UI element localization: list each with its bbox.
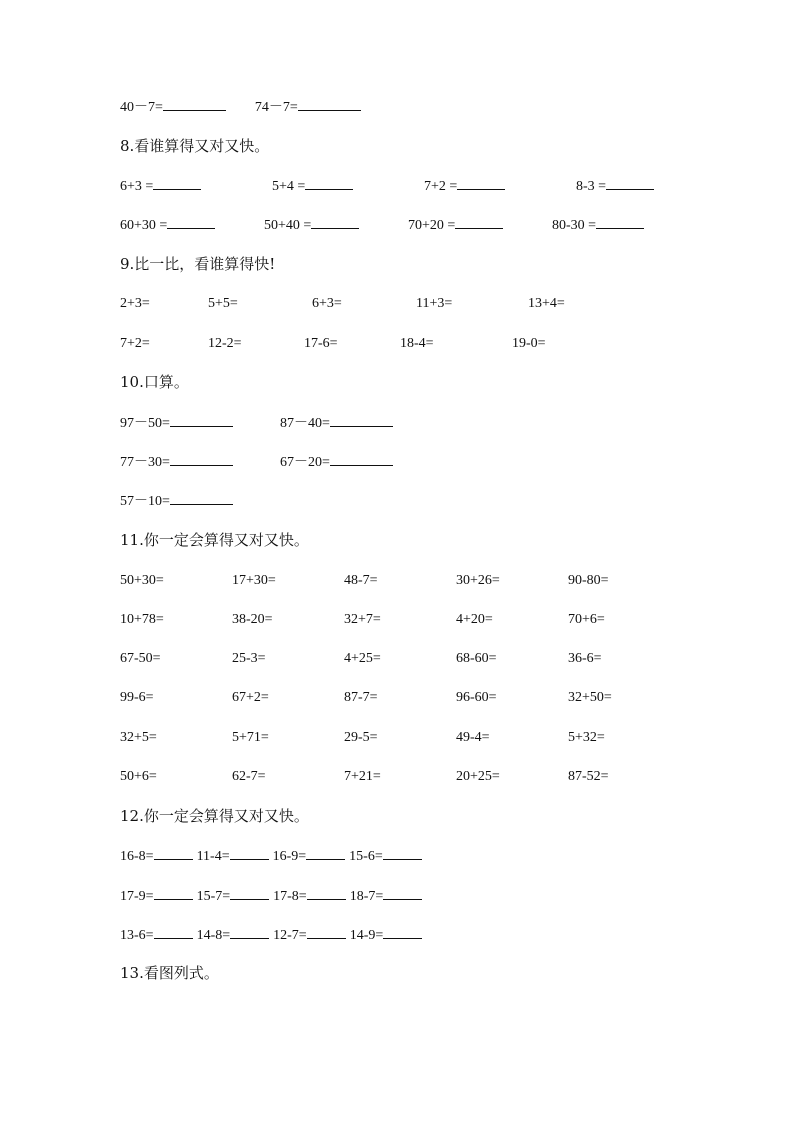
q8-problem: 7+2 =	[424, 177, 505, 196]
answer-blank[interactable]	[298, 98, 361, 111]
q12-problem: 16-9=	[272, 849, 307, 864]
q8-problem: 8-3 =	[576, 177, 654, 196]
q11-problem: 62-7=	[232, 769, 266, 784]
answer-blank[interactable]	[153, 177, 201, 190]
q11-problem: 50+30=	[120, 573, 164, 588]
answer-blank[interactable]	[306, 847, 345, 860]
q11-problem: 90-80=	[568, 573, 609, 588]
q10-problem: 77－30=	[120, 453, 233, 472]
q10-heading: 10.口算。	[120, 373, 189, 391]
q9-problem: 12-2=	[208, 336, 242, 351]
q12-problem: 17-8=	[273, 889, 307, 904]
q7-row	[120, 98, 361, 117]
q8-problem: 80-30 =	[552, 216, 644, 235]
answer-blank[interactable]	[330, 453, 393, 466]
answer-blank[interactable]	[596, 216, 644, 229]
answer-blank[interactable]	[170, 453, 233, 466]
q11-problem: 25-3=	[232, 651, 266, 666]
q11-problem: 5+32=	[568, 730, 605, 745]
q11-problem: 10+78=	[120, 612, 164, 627]
answer-blank[interactable]	[383, 847, 422, 860]
q11-problem: 50+6=	[120, 769, 157, 784]
q10-problem: 67－20=	[280, 453, 393, 472]
q8-problem: 50+40 =	[264, 216, 359, 235]
answer-blank[interactable]	[305, 177, 353, 190]
q11-problem: 17+30=	[232, 573, 276, 588]
q12-problem: 15-7=	[196, 889, 231, 904]
q11-problem: 48-7=	[344, 573, 378, 588]
q12-problem: 18-7=	[349, 889, 384, 904]
q11-problem: 30+26=	[456, 573, 500, 588]
q10-problem: 87－40=	[280, 414, 393, 433]
q12-row	[120, 926, 422, 945]
q8-problem: 6+3 =	[120, 177, 201, 196]
q12-problem: 15-6=	[349, 849, 383, 864]
q9-heading: 9.比一比，看谁算得快!	[120, 255, 276, 273]
answer-blank[interactable]	[330, 414, 393, 427]
answer-blank[interactable]	[230, 887, 269, 900]
q11-problem: 32+50=	[568, 690, 612, 705]
q11-heading: 11.你一定会算得又对又快。	[120, 531, 309, 549]
answer-blank[interactable]	[163, 98, 226, 111]
answer-blank[interactable]	[154, 887, 193, 900]
answer-blank[interactable]	[170, 414, 233, 427]
q12-row	[120, 847, 422, 866]
answer-blank[interactable]	[154, 926, 193, 939]
q11-problem: 20+25=	[456, 769, 500, 784]
q10-problem: 57－10=	[120, 492, 233, 511]
answer-blank[interactable]	[606, 177, 654, 190]
q11-problem: 4+20=	[456, 612, 493, 627]
q11-problem: 87-7=	[344, 690, 378, 705]
answer-blank[interactable]	[455, 216, 503, 229]
q9-problem: 13+4=	[528, 296, 565, 311]
q11-problem: 49-4=	[456, 730, 490, 745]
q12-problem: 16-8=	[120, 849, 154, 864]
answer-blank[interactable]	[307, 887, 346, 900]
q9-problem: 2+3=	[120, 296, 150, 311]
q11-problem: 5+71=	[232, 730, 269, 745]
q11-problem: 87-52=	[568, 769, 609, 784]
answer-blank[interactable]	[170, 492, 233, 505]
q12-problem: 17-9=	[120, 889, 154, 904]
q11-problem: 32+7=	[344, 612, 381, 627]
q12-problem: 11-4=	[196, 849, 230, 864]
q11-problem: 32+5=	[120, 730, 157, 745]
q11-problem: 4+25=	[344, 651, 381, 666]
answer-blank[interactable]	[230, 926, 269, 939]
q9-problem: 7+2=	[120, 336, 150, 351]
q11-problem: 70+6=	[568, 612, 605, 627]
answer-blank[interactable]	[307, 926, 346, 939]
answer-blank[interactable]	[457, 177, 505, 190]
answer-blank[interactable]	[167, 216, 215, 229]
q9-problem: 6+3=	[312, 296, 342, 311]
q12-problem: 12-7=	[273, 928, 307, 943]
q11-problem: 38-20=	[232, 612, 273, 627]
q12-heading: 12.你一定会算得又对又快。	[120, 807, 309, 825]
q8-problem: 70+20 =	[408, 216, 503, 235]
q9-problem: 17-6=	[304, 336, 338, 351]
q11-problem: 99-6=	[120, 690, 154, 705]
q12-problem: 14-9=	[349, 928, 384, 943]
q7-problem: 40－7=	[120, 100, 163, 115]
q12-problem: 13-6=	[120, 928, 154, 943]
q9-problem: 19-0=	[512, 336, 546, 351]
q7-problem: 74－7=	[254, 100, 298, 115]
q9-problem: 11+3=	[416, 296, 453, 311]
q11-problem: 68-60=	[456, 651, 497, 666]
q9-problem: 18-4=	[400, 336, 434, 351]
q11-problem: 67+2=	[232, 690, 269, 705]
q11-problem: 7+21=	[344, 769, 381, 784]
q12-problem: 14-8=	[196, 928, 231, 943]
q9-problem: 5+5=	[208, 296, 238, 311]
answer-blank[interactable]	[154, 847, 193, 860]
q8-heading: 8.看谁算得又对又快。	[120, 137, 270, 155]
q11-problem: 36-6=	[568, 651, 602, 666]
q8-problem: 5+4 =	[272, 177, 353, 196]
q11-problem: 67-50=	[120, 651, 161, 666]
q12-row	[120, 887, 422, 906]
answer-blank[interactable]	[383, 926, 422, 939]
answer-blank[interactable]	[311, 216, 359, 229]
q11-problem: 29-5=	[344, 730, 378, 745]
answer-blank[interactable]	[383, 887, 422, 900]
q13-heading: 13.看图列式。	[120, 964, 219, 982]
q8-problem: 60+30 =	[120, 216, 215, 235]
q11-problem: 96-60=	[456, 690, 497, 705]
q10-problem: 97－50=	[120, 414, 233, 433]
answer-blank[interactable]	[230, 847, 269, 860]
